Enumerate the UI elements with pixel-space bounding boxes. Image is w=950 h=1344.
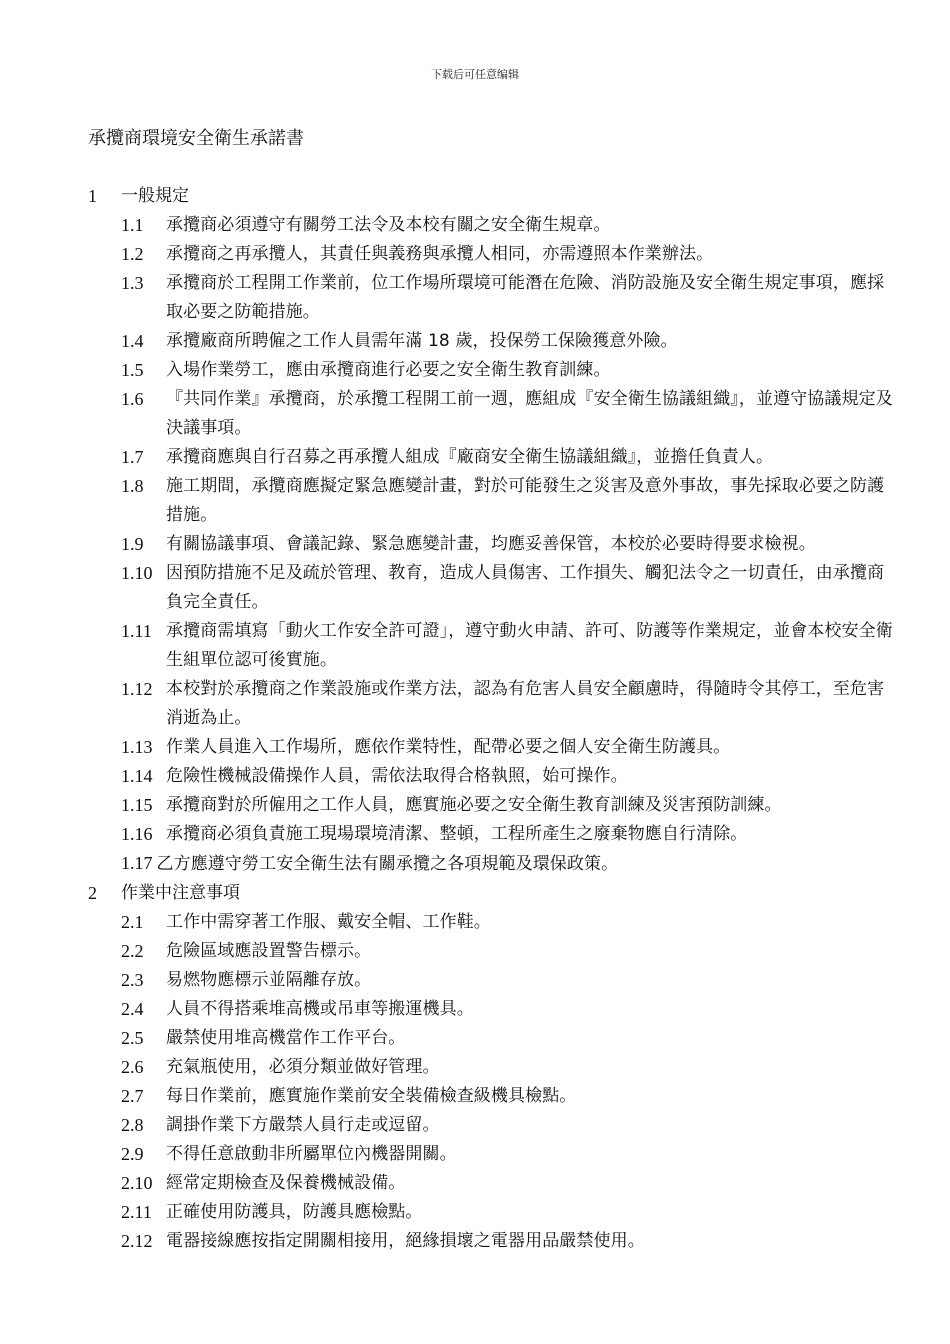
item-number: 1.9 [121,534,144,554]
item-text: 充氣瓶使用，必須分類並做好管理。 [166,1057,440,1077]
item-text: 施工期間，承攬商應擬定緊急應變計畫，對於可能發生之災害及意外事故，事先採取必要之防護措施。 [166,476,885,525]
item-number: 1.6 [121,389,144,409]
list-item [0,530,950,559]
section-number: 2 [88,883,97,903]
item-text: 『共同作業』承攬商，於承攬工程開工前一週，應組成『安全衛生協議組織』，並遵守協議規定及決議事項。 [166,389,893,438]
item-text: 工作中需穿著工作服、戴安全帽、工作鞋。 [166,912,491,932]
section-title: 作業中注意事項 [121,883,240,903]
item-text: 承攬商應與自行召募之再承攬人組成『廠商安全衛生協議組織』，並擔任負責人。 [166,447,774,467]
item-number: 2.9 [121,1144,144,1164]
item-text: 嚴禁使用堆高機當作工作平台。 [166,1028,406,1048]
item-number: 2.12 [121,1231,153,1251]
section-heading [0,182,950,211]
item-text: 本校對於承攬商之作業設施或作業方法，認為有危害人員安全顧慮時，得隨時令其停工，至危害消逝為止。 [166,679,885,728]
section [0,182,950,879]
item-text: 人員不得搭乘堆高機或吊車等搬運機具。 [166,999,474,1019]
item-number: 2.11 [121,1202,152,1222]
item-number: 1.11 [121,621,152,641]
item-number: 2.8 [121,1115,144,1135]
item-text: 有關協議事項、會議記錄、緊急應變計畫，均應妥善保管，本校於必要時得要求檢視。 [166,534,816,554]
item-number: 1.10 [121,563,153,583]
item-number: 1.1 [121,215,144,235]
item-text: 作業人員進入工作場所，應依作業特性，配帶必要之個人安全衛生防護具。 [166,737,731,757]
item-number: 1.12 [121,679,153,699]
item-number: 2.7 [121,1086,144,1106]
section-number: 1 [88,186,97,206]
item-text: 經常定期檢查及保養機械設備。 [166,1173,406,1193]
item-number: 2.5 [121,1028,144,1048]
item-number: 1.17 [121,853,153,873]
item-text: 因預防措施不足及疏於管理、教育，造成人員傷害、工作損失、觸犯法令之一切責任，由承攬商負完全責任。 [166,563,885,612]
list-item [0,1140,950,1169]
list-item [0,617,950,675]
item-text: 不得任意啟動非所屬單位內機器開關。 [166,1144,457,1164]
list-item [0,240,950,269]
item-number: 1.5 [121,360,144,380]
list-item [0,820,950,849]
list-item [0,1053,950,1082]
item-number: 1.8 [121,476,144,496]
list-item [0,1169,950,1198]
item-number: 1.13 [121,737,153,757]
item-number: 2.1 [121,912,144,932]
list-item [0,995,950,1024]
list-item [0,937,950,966]
item-text: 入場作業勞工，應由承攬商進行必要之安全衛生教育訓練。 [166,360,611,380]
item-text: 承攬商對於所僱用之工作人員，應實施必要之安全衛生教育訓練及災害預防訓練。 [166,795,782,815]
item-text: 承攬商必須負責施工現場環境清潔、整頓，工程所產生之廢棄物應自行清除。 [166,824,748,844]
item-number: 1.4 [121,331,144,351]
item-text: 正確使用防護具，防護具應檢點。 [166,1202,423,1222]
item-number: 2.4 [121,999,144,1019]
item-number: 1.3 [121,273,144,293]
list-item [0,762,950,791]
list-item [0,385,950,443]
item-text: 易燃物應標示並隔離存放。 [166,970,372,990]
section-title: 一般規定 [121,186,189,206]
item-number: 2.2 [121,941,144,961]
list-item [0,791,950,820]
list-item [0,1024,950,1053]
list-item [0,1227,950,1256]
item-text: 承攬商必須遵守有關勞工法令及本校有關之安全衛生規章。 [166,215,611,235]
item-text: 電器接線應按指定開關相接用，絕緣損壞之電器用品嚴禁使用。 [166,1231,645,1251]
item-text: 危險性機械設備操作人員，需依法取得合格執照，始可操作。 [166,766,628,786]
item-text: 乙方應遵守勞工安全衛生法有關承攬之各項規範及環保政策。 [156,854,619,874]
list-item [0,675,950,733]
list-item [0,559,950,617]
header-note: 下载后可任意编辑 [431,68,519,81]
list-item [0,966,950,995]
item-number: 1.16 [121,824,153,844]
item-number: 1.7 [121,447,144,467]
list-item [0,269,950,327]
list-item [0,1082,950,1111]
document-title: 承攬商環境安全衛生承諾書 [88,128,304,149]
list-item [0,211,950,240]
item-number: 1.14 [121,766,153,786]
list-item [0,849,950,879]
section [0,879,950,1256]
document-body [0,182,950,1256]
item-number: 1.15 [121,795,153,815]
item-text: 承攬商需填寫「動火工作安全許可證」，遵守動火申請、許可、防護等作業規定，並會本校安全衛生組單位認可後實施。 [166,621,893,670]
item-text: 承攬商於工程開工作業前，位工作場所環境可能潛在危險、消防設施及安全衛生規定事項，應採取必要之防範措施。 [166,273,885,322]
item-text: 危險區域應設置警告標示。 [166,941,372,961]
item-number: 2.10 [121,1173,153,1193]
list-item [0,908,950,937]
section-heading [0,879,950,908]
list-item [0,472,950,530]
item-number: 1.2 [121,244,144,264]
list-item [0,1198,950,1227]
item-number: 2.6 [121,1057,144,1077]
item-text: 承攬商之再承攬人，其責任與義務與承攬人相同，亦需遵照本作業辦法。 [166,244,714,264]
item-text: 承攬廠商所聘僱之工作人員需年滿 18 歲，投保勞工保險獲意外險。 [166,331,678,351]
list-item [0,327,950,356]
item-number: 2.3 [121,970,144,990]
item-text: 每日作業前，應實施作業前安全裝備檢查級機具檢點。 [166,1086,577,1106]
list-item [0,733,950,762]
list-item [0,1111,950,1140]
list-item [0,443,950,472]
item-text: 調掛作業下方嚴禁人員行走或逗留。 [166,1115,440,1135]
list-item [0,356,950,385]
